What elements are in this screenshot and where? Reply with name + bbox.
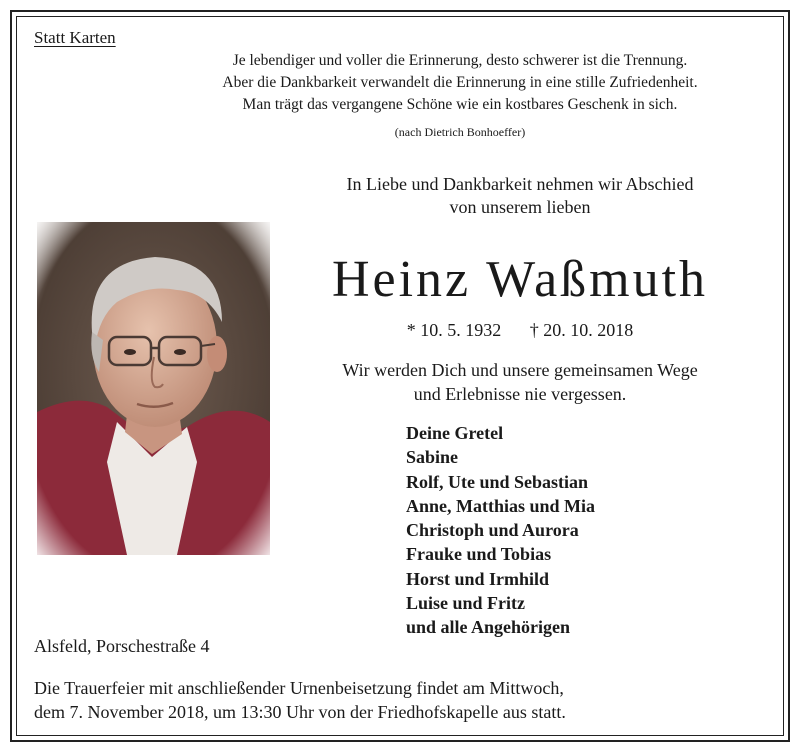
family-address: Alsfeld, Porschestraße 4 (34, 636, 210, 656)
mourner-name: und alle Angehörigen (406, 617, 571, 638)
funeral-service-notice (34, 676, 566, 724)
bonhoeffer-quote (150, 50, 770, 116)
life-dates (270, 320, 770, 341)
statt-karten-label: Statt Karten (34, 28, 116, 47)
quote-line-2: Aber die Dankbarkeit verwandelt die Erinnerung in eine stille Zufriedenheit. (222, 74, 698, 91)
mourner-name: Anne, Matthias und Mia (406, 495, 596, 516)
memory-text (270, 358, 770, 406)
mourner-name: Rolf, Ute und Sebastian (406, 471, 589, 492)
service-line-2: dem 7. November 2018, um 13:30 Uhr von der Friedhofskapelle aus statt. (34, 702, 566, 722)
quote-source: (nach Dietrich Bonhoeffer) (394, 125, 526, 139)
death-date: † 20. 10. 2018 (529, 320, 634, 340)
memory-line-1: Wir werden Dich und unsere gemeinsamen Wege (342, 360, 698, 380)
memory-line-2: und Erlebnisse nie vergessen. (413, 384, 627, 404)
intro-line-1: In Liebe und Dankbarkeit nehmen wir Abschied (346, 174, 694, 194)
portrait-photo (37, 222, 270, 555)
mourners-list (406, 421, 595, 640)
mourner-name: Deine Gretel (406, 423, 504, 443)
farewell-intro (270, 173, 770, 219)
intro-line-2: von unserem lieben (449, 197, 591, 217)
mourner-name: Horst und Irmhild (406, 568, 550, 589)
quote-line-3: Man trägt das vergangene Schöne wie ein kostbares Geschenk in sich. (242, 96, 678, 113)
mourner-name: Sabine (406, 447, 459, 468)
mourner-name: Luise und Fritz (406, 593, 526, 614)
service-line-1: Die Trauerfeier mit anschließender Urnenbeisetzung findet am Mittwoch, (34, 678, 564, 698)
deceased-name: Heinz Waßmuth (331, 251, 709, 308)
mourner-name: Christoph und Aurora (406, 520, 579, 541)
quote-line-1: Je lebendiger und voller die Erinnerung, desto schwerer ist die Trennung. (232, 52, 688, 69)
birth-date: * 10. 5. 1932 (406, 320, 502, 340)
mourner-name: Frauke und Tobias (406, 544, 552, 565)
